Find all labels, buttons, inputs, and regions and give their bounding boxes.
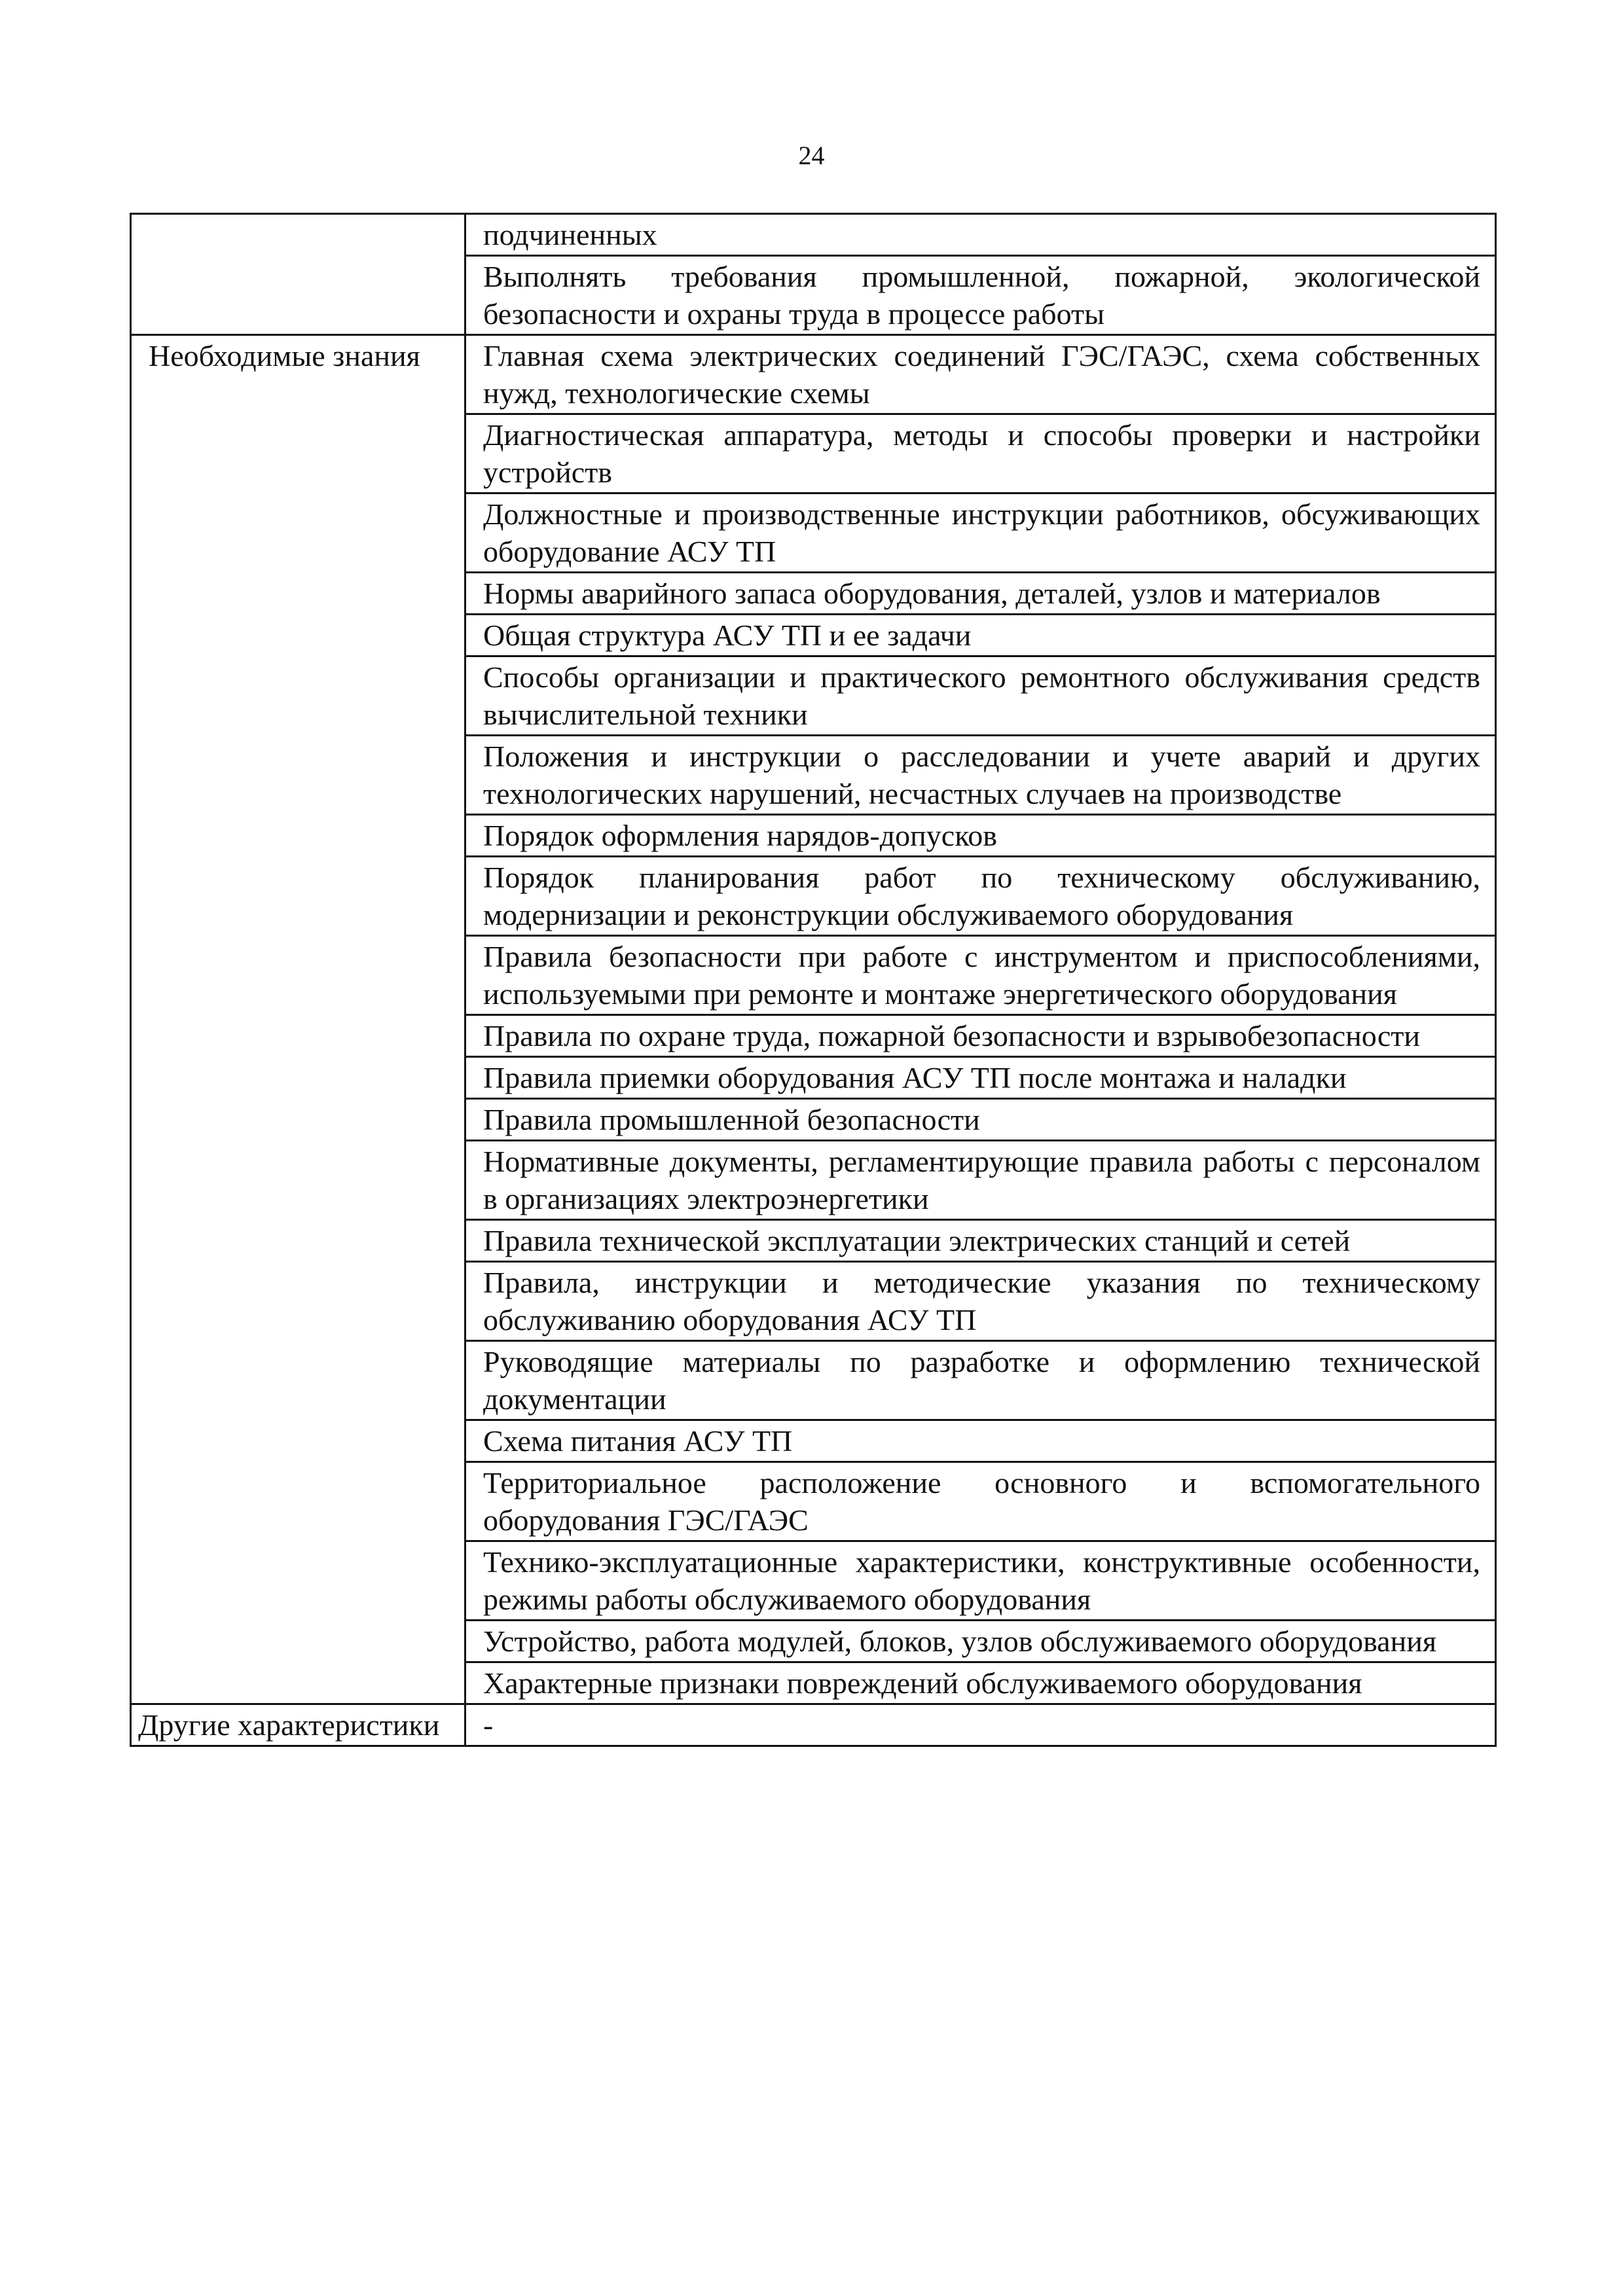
knowledge-item: Способы организации и практического ремонтного обслуживания средств вычислительной техники [465, 656, 1496, 736]
knowledge-item: Нормы аварийного запаса оборудования, деталей, узлов и материалов [465, 573, 1496, 615]
knowledge-item: Территориальное расположение основного и вспомогательного оборудования ГЭС/ГАЭС [465, 1462, 1496, 1541]
labor-function-table [130, 213, 1497, 1747]
knowledge-item: Характерные признаки повреждений обслуживаемого оборудования [465, 1662, 1496, 1704]
page-number: 24 [798, 141, 825, 170]
other-characteristics-label: Другие характеристики [131, 1704, 465, 1746]
knowledge-item: Общая структура АСУ ТП и ее задачи [465, 615, 1496, 656]
knowledge-item: Устройство, работа модулей, блоков, узлов обслуживаемого оборудования [465, 1621, 1496, 1662]
knowledge-item: Порядок планирования работ по техническому обслуживанию, модернизации и реконструкции обслуживаемого оборудования [465, 857, 1496, 936]
continued-item: подчиненных [465, 214, 1496, 256]
knowledge-item: Руководящие материалы по разработке и оформлению технической документации [465, 1341, 1496, 1420]
knowledge-item: Нормативные документы, регламентирующие правила работы с персоналом в организациях электроэнергетики [465, 1141, 1496, 1220]
knowledge-item: Диагностическая аппаратура, методы и способы проверки и настройки устройств [465, 414, 1496, 493]
knowledge-item: Технико-эксплуатационные характеристики, конструктивные особенности, режимы работы обслуживаемого оборудования [465, 1541, 1496, 1621]
knowledge-item: Порядок оформления нарядов-допусков [465, 815, 1496, 857]
knowledge-item: Правила технической эксплуатации электрических станций и сетей [465, 1220, 1496, 1262]
table-row [131, 1704, 1496, 1746]
continued-item: Выполнять требования промышленной, пожарной, экологической безопасности и охраны труда в процессе работы [465, 256, 1496, 335]
required-knowledge-label: Необходимые знания [131, 335, 465, 1704]
knowledge-item: Правила безопасности при работе с инструментом и приспособлениями, используемыми при ремонте и монтаже энергетического оборудования [465, 936, 1496, 1015]
table-row [131, 214, 1496, 256]
other-characteristics-value: - [465, 1704, 1496, 1746]
knowledge-item: Главная схема электрических соединений ГЭС/ГАЭС, схема собственных нужд, технологические схемы [465, 335, 1496, 414]
knowledge-item: Правила, инструкции и методические указания по техническому обслуживанию оборудования АСУ ТП [465, 1262, 1496, 1341]
table-row [131, 335, 1496, 414]
empty-left-cell [131, 214, 465, 335]
knowledge-item: Положения и инструкции о расследовании и учете аварий и других технологических нарушений, несчастных случаев на производстве [465, 736, 1496, 815]
knowledge-item: Правила по охране труда, пожарной безопасности и взрывобезопасности [465, 1015, 1496, 1057]
knowledge-item: Должностные и производственные инструкции работников, обсуживающих оборудование АСУ ТП [465, 493, 1496, 573]
knowledge-item: Правила приемки оборудования АСУ ТП после монтажа и наладки [465, 1057, 1496, 1099]
knowledge-item: Правила промышленной безопасности [465, 1099, 1496, 1141]
table-body [131, 214, 1496, 1746]
knowledge-item: Схема питания АСУ ТП [465, 1420, 1496, 1462]
